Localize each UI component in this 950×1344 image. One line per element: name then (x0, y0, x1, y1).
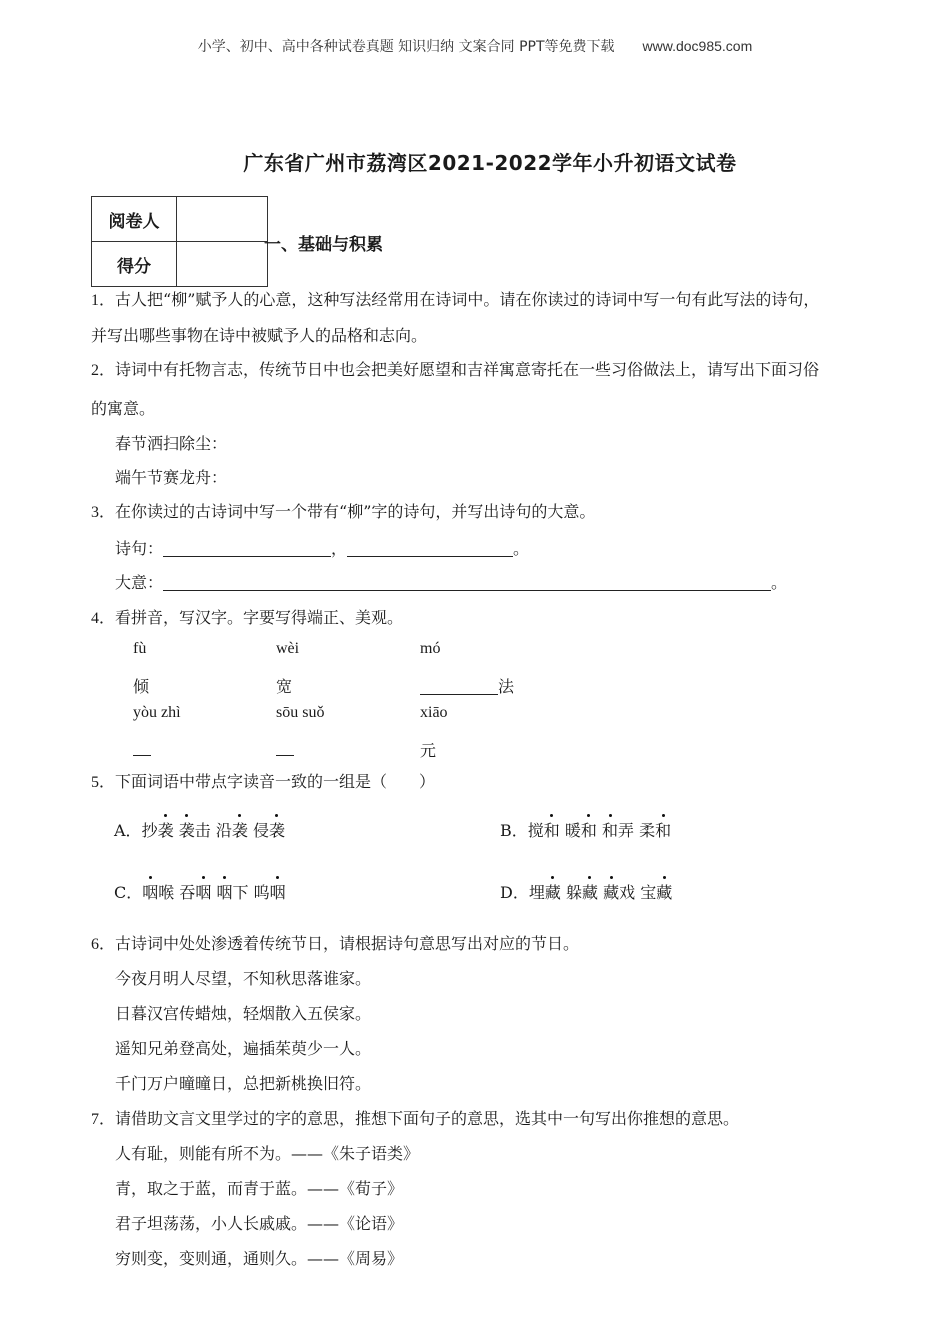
question-text: 古人把“柳”赋予人的心意，这种写法经常用在诗词中。请在你读过的诗词中写一句有此写法的诗句， (115, 290, 820, 309)
poem-line: 今夜月明人尽望，不知秋思落谁家。 (115, 969, 372, 988)
question-number: 7． (91, 1111, 116, 1128)
word-char: 击 (194, 821, 211, 840)
q2-item-dragon-boat: 端午节赛龙舟： (115, 468, 228, 487)
question-7 (91, 1106, 739, 1129)
word-char: 抄 (141, 821, 158, 840)
char: 元 (420, 741, 437, 760)
char-blank[interactable] (133, 739, 151, 756)
poem-line: 遥知兄弟登高处，遍插茱萸少一人。 (115, 1039, 372, 1058)
header-site[interactable]: www.doc985.com (642, 38, 753, 54)
reviewer-label: 阅卷人 (92, 197, 177, 242)
option-label: C． (114, 883, 143, 902)
option-a[interactable] (114, 818, 285, 841)
pinyin: xiāo (420, 704, 448, 721)
question-number: 5． (91, 774, 116, 791)
question-6 (91, 931, 579, 954)
quote-line: 穷则变，变则通，通则久。——《周易》 (115, 1249, 404, 1268)
poem-line: 千门万户曈曈日，总把新桃换旧符。 (115, 1074, 372, 1093)
word-char-dotted: 和 (602, 818, 618, 841)
char-row (133, 738, 151, 757)
option-label: A． (114, 821, 142, 840)
word-char-dotted: 藏 (545, 880, 561, 903)
char-blank[interactable] (276, 739, 294, 756)
word-char-dotted: 袭 (179, 818, 195, 841)
quote-line: 青，取之于蓝，而青于蓝。——《荀子》 (115, 1179, 404, 1198)
char-row (276, 738, 294, 757)
word-char: 吞 (179, 883, 196, 902)
question-1-cont: 并写出哪些事物在诗中被赋予人的品格和志向。 (91, 326, 428, 345)
question-number: 3． (91, 504, 116, 521)
option-d[interactable] (500, 880, 672, 903)
word-char: 弄 (618, 821, 635, 840)
word-char-dotted: 袭 (269, 818, 285, 841)
question-text: 下面词语中带点字读音一致的一组是（ ） (115, 772, 436, 791)
char: 宽 (276, 677, 293, 696)
word-char: 戏 (619, 883, 636, 902)
poem-line: 日暮汉宫传蜡烛，轻烟散入五侯家。 (115, 1004, 372, 1023)
period: 。 (513, 539, 530, 558)
question-number: 4． (91, 610, 116, 627)
score-field[interactable] (177, 242, 268, 287)
question-text: 在你读过的古诗词中写一个带有“柳”字的诗句，并写出诗句的大意。 (115, 502, 596, 521)
question-text: 古诗词中处处渗透着传统节日，请根据诗句意思写出对应的节日。 (115, 934, 580, 953)
period: 。 (771, 573, 788, 592)
question-number: 2． (91, 362, 116, 379)
question-text: 请借助文言文里学过的字的意思，推想下面句子的意思，选其中一句写出你推想的意思。 (115, 1109, 740, 1128)
question-2-cont: 的寓意。 (91, 399, 156, 418)
char: 法 (498, 677, 515, 696)
word-char: 暖 (564, 821, 581, 840)
reviewer-field[interactable] (177, 197, 268, 242)
word-char-dotted: 藏 (582, 880, 598, 903)
char-row (420, 674, 514, 697)
quote-line: 君子坦荡荡，小人长戚戚。——《论语》 (115, 1214, 404, 1233)
page-title: 广东省广州市荔湾区2021-2022学年小升初语文试卷 (243, 151, 737, 175)
question-1 (91, 287, 819, 310)
word-char-dotted: 藏 (656, 880, 672, 903)
word-char: 宝 (640, 883, 657, 902)
pinyin: mó (420, 640, 441, 657)
word-char: 沿 (215, 821, 232, 840)
pinyin: sōu suǒ (276, 704, 325, 721)
comma: ， (331, 539, 348, 558)
word-char: 埋 (528, 883, 545, 902)
word-char: 搅 (527, 821, 544, 840)
page-header (0, 36, 950, 56)
question-text: 诗词中有托物言志，传统节日中也会把美好愿望和吉祥寓意寄托在一些习俗做法上，请写出下面习俗 (115, 360, 820, 379)
word-char: 柔 (639, 821, 656, 840)
word-char-dotted: 袭 (232, 818, 248, 841)
quote-line: 人有耻，则能有所不为。——《朱子语类》 (115, 1144, 420, 1163)
option-label: B． (500, 821, 528, 840)
score-label: 得分 (92, 242, 177, 287)
word-char: 下 (232, 883, 249, 902)
pinyin: fù (133, 640, 147, 657)
pinyin: wèi (276, 640, 300, 657)
question-3 (91, 499, 595, 522)
word-char-dotted: 咽 (217, 880, 233, 903)
meaning-label: 大意： (115, 573, 164, 592)
question-number: 1． (91, 292, 116, 309)
word-char: 躲 (565, 883, 582, 902)
word-char-dotted: 和 (655, 818, 671, 841)
q3-poem-row (115, 536, 529, 559)
question-4 (91, 605, 403, 628)
word-char-dotted: 和 (581, 818, 597, 841)
header-text: 小学、初中、高中各种试卷真题 知识归纳 文案合同 PPT等免费下载 (197, 39, 615, 55)
word-char-dotted: 袭 (158, 818, 174, 841)
char: 倾 (133, 677, 150, 696)
poem-label: 诗句： (115, 539, 164, 558)
poem-blank-2[interactable] (347, 540, 513, 557)
option-c[interactable] (114, 880, 286, 903)
word-char: 侵 (252, 821, 269, 840)
pinyin: yòu zhì (133, 704, 181, 721)
question-number: 6． (91, 936, 116, 953)
question-5 (91, 769, 435, 792)
word-char-dotted: 咽 (195, 880, 211, 903)
word-char-dotted: 藏 (603, 880, 619, 903)
question-2 (91, 357, 819, 380)
poem-blank-1[interactable] (163, 540, 331, 557)
word-char-dotted: 咽 (142, 880, 158, 903)
option-b[interactable] (500, 818, 671, 841)
word-char-dotted: 咽 (270, 880, 286, 903)
option-label: D． (500, 883, 529, 902)
score-table (91, 196, 268, 287)
meaning-blank[interactable] (163, 574, 771, 591)
q2-item-spring: 春节洒扫除尘： (115, 434, 228, 453)
question-text: 看拼音，写汉字。字要写得端正、美观。 (115, 608, 404, 627)
word-char: 喉 (158, 883, 175, 902)
q3-meaning-row (115, 570, 787, 593)
word-char: 呜 (253, 883, 270, 902)
word-char-dotted: 和 (544, 818, 560, 841)
section-heading: 一、基础与积累 (264, 235, 383, 255)
char-blank[interactable] (420, 678, 498, 695)
